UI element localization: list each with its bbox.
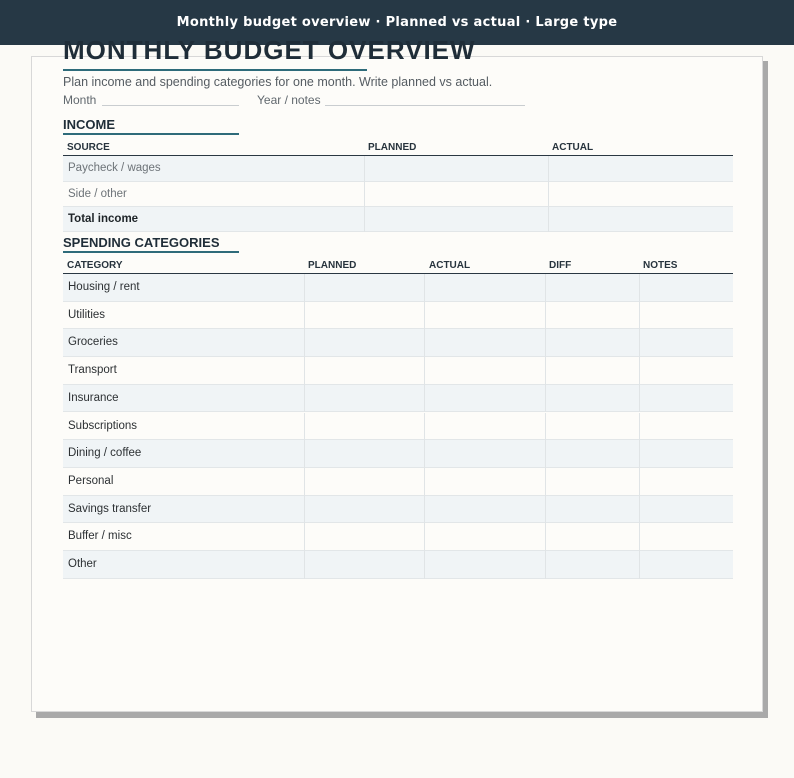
spending-divider bbox=[545, 302, 546, 330]
spending-divider bbox=[304, 440, 305, 468]
spending-row-label: Dining / coffee bbox=[68, 447, 142, 460]
spending-col-notes: NOTES bbox=[643, 260, 678, 271]
month-field[interactable] bbox=[102, 105, 239, 106]
spending-divider bbox=[304, 357, 305, 385]
income-divider bbox=[548, 207, 549, 232]
spending-divider bbox=[545, 551, 546, 579]
spending-divider bbox=[639, 523, 640, 551]
spending-divider bbox=[424, 440, 425, 468]
spending-divider bbox=[424, 551, 425, 579]
spending-row bbox=[63, 302, 733, 330]
spending-divider bbox=[545, 413, 546, 441]
spending-table-header bbox=[63, 258, 733, 274]
spending-row-label: Housing / rent bbox=[68, 281, 140, 293]
spending-col-diff: DIFF bbox=[549, 260, 572, 271]
spending-row bbox=[63, 523, 733, 551]
spending-row-label: Savings transfer bbox=[68, 502, 152, 515]
spending-row bbox=[63, 329, 733, 357]
spending-row-label: Transport bbox=[68, 364, 117, 377]
spending-row bbox=[63, 468, 733, 496]
spending-section-rule bbox=[63, 251, 239, 253]
income-section-title: INCOME bbox=[63, 117, 115, 132]
spending-divider bbox=[424, 468, 425, 496]
title-underline bbox=[63, 69, 367, 71]
spending-divider bbox=[304, 385, 305, 413]
spending-divider bbox=[545, 329, 546, 357]
spending-divider bbox=[424, 274, 425, 302]
income-col-actual: ACTUAL bbox=[552, 142, 594, 153]
spending-row bbox=[63, 496, 733, 524]
spending-divider bbox=[639, 440, 640, 468]
month-field-label: Month bbox=[63, 93, 97, 107]
spending-section-title: SPENDING CATEGORIES bbox=[63, 235, 220, 250]
income-divider bbox=[364, 182, 365, 207]
spending-row bbox=[63, 274, 733, 302]
spending-row-label: Personal bbox=[68, 474, 114, 487]
spending-divider bbox=[639, 302, 640, 330]
income-section-rule bbox=[63, 133, 239, 135]
spending-col-actual: ACTUAL bbox=[429, 260, 471, 271]
income-divider bbox=[364, 156, 365, 182]
spending-divider bbox=[545, 468, 546, 496]
spending-divider bbox=[424, 413, 425, 441]
spending-divider bbox=[424, 496, 425, 524]
spending-row-label: Utilities bbox=[68, 308, 106, 321]
spending-divider bbox=[639, 496, 640, 524]
spending-row bbox=[63, 357, 733, 385]
budget-sheet bbox=[31, 35, 763, 712]
income-row-total bbox=[63, 207, 733, 232]
spending-divider bbox=[424, 302, 425, 330]
income-divider bbox=[548, 182, 549, 207]
income-row-paycheck bbox=[63, 156, 733, 182]
spending-divider bbox=[304, 329, 305, 357]
spending-col-category: CATEGORY bbox=[67, 260, 123, 271]
spending-divider bbox=[639, 413, 640, 441]
spending-divider bbox=[304, 468, 305, 496]
spending-divider bbox=[545, 523, 546, 551]
spending-divider bbox=[545, 440, 546, 468]
spending-divider bbox=[424, 357, 425, 385]
spending-row-label: Buffer / misc bbox=[68, 530, 132, 543]
document-subtitle: Plan income and spending categories for one month. Write planned vs actual. bbox=[63, 75, 493, 89]
spending-divider bbox=[639, 357, 640, 385]
spending-row bbox=[63, 385, 733, 413]
spending-divider bbox=[545, 385, 546, 413]
spending-row-label: Other bbox=[68, 558, 97, 570]
income-divider bbox=[548, 156, 549, 182]
spending-divider bbox=[304, 302, 305, 330]
income-row-side bbox=[63, 182, 733, 207]
spending-divider bbox=[424, 523, 425, 551]
year-notes-field[interactable] bbox=[325, 105, 525, 106]
spending-row bbox=[63, 551, 733, 579]
income-table-header bbox=[63, 140, 733, 156]
spending-divider bbox=[639, 274, 640, 302]
spending-divider bbox=[304, 274, 305, 302]
spending-row-label: Groceries bbox=[68, 336, 118, 349]
window-title: Monthly budget overview · Planned vs actual · Large type bbox=[176, 15, 618, 30]
spending-divider bbox=[545, 274, 546, 302]
spending-divider bbox=[545, 357, 546, 385]
income-total-label: Total income bbox=[68, 213, 139, 225]
spending-row bbox=[63, 440, 733, 468]
year-notes-field-label: Year / notes bbox=[257, 93, 321, 107]
spending-divider bbox=[545, 496, 546, 524]
spending-divider bbox=[424, 385, 425, 413]
spending-divider bbox=[304, 523, 305, 551]
spending-divider bbox=[304, 413, 305, 441]
document-title: MONTHLY BUDGET OVERVIEW bbox=[63, 35, 476, 65]
income-row-label: Paycheck / wages bbox=[68, 162, 161, 174]
income-col-planned: PLANNED bbox=[368, 142, 417, 153]
spending-divider bbox=[304, 551, 305, 579]
spending-row-label: Insurance bbox=[68, 391, 119, 404]
income-divider bbox=[364, 207, 365, 232]
spending-divider bbox=[424, 329, 425, 357]
spending-divider bbox=[639, 385, 640, 413]
spending-divider bbox=[639, 468, 640, 496]
spending-divider bbox=[304, 496, 305, 524]
spending-row bbox=[63, 413, 733, 441]
income-col-source: SOURCE bbox=[67, 142, 110, 153]
spending-divider bbox=[639, 329, 640, 357]
spending-col-planned: PLANNED bbox=[308, 260, 357, 271]
spending-divider bbox=[639, 551, 640, 579]
spending-row-label: Subscriptions bbox=[68, 419, 138, 432]
income-row-label: Side / other bbox=[68, 188, 127, 200]
